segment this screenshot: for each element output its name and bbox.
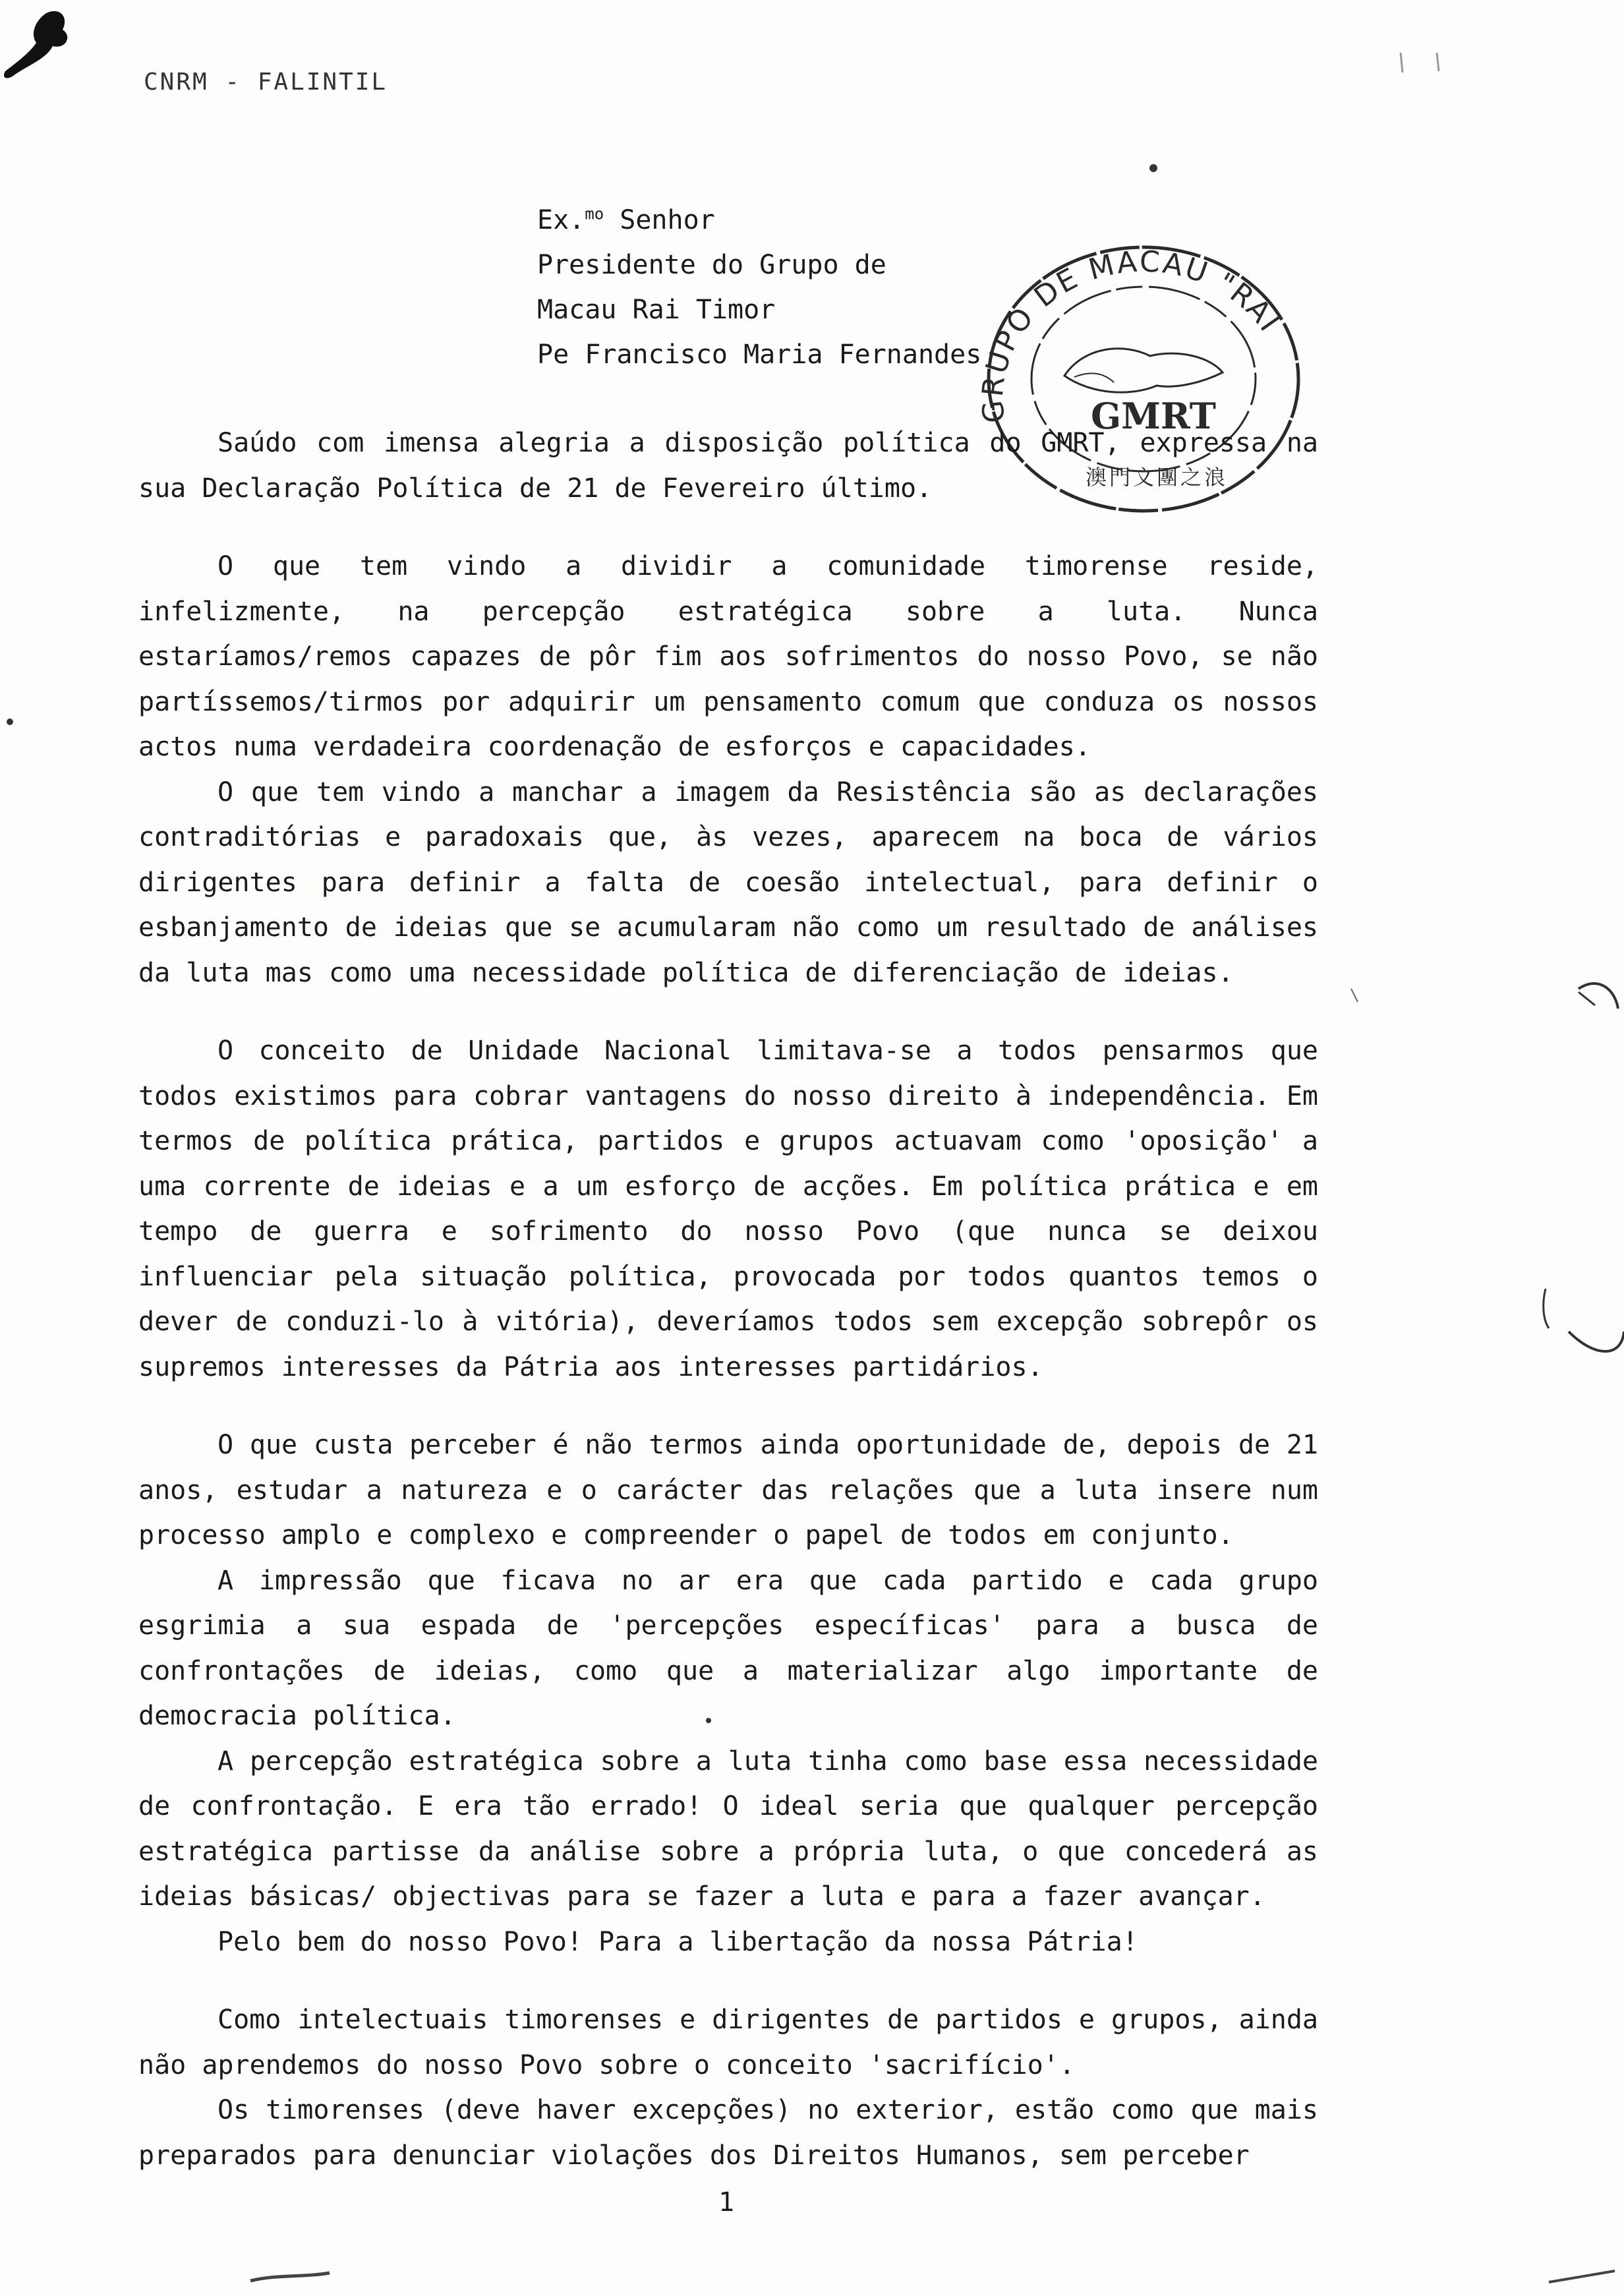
body-paragraph: A impressão que ficava no ar era que cada partido e cada grupo esgrimia a sua espada de 'percepções específicas' para a busca de confrontações de ideias, como que a materializar algo importante de democracia política. bbox=[138, 1565, 1318, 1731]
letter-body bbox=[138, 421, 1318, 2178]
body-paragraph: O que tem vindo a dividir a comunidade timorense reside, infelizmente, na percepção estratégica sobre a luta. Nunca estaríamos/remos capazes de pôr fim aos sofrimentos do nosso Povo, se não partíssemos/tirmos por adquirir um pensamento comum que conduza os nossos actos numa verdadeira coordenação de esforços e capacidades. bbox=[138, 551, 1318, 762]
body-paragraph: Os timorenses (deve haver excepções) no exterior, estão como que mais preparados para denunciar violações dos Direitos Humanos, sem perceber bbox=[138, 2095, 1318, 2171]
address-line-name: Pe Francisco Maria Fernandes bbox=[537, 339, 982, 370]
ink-blot-mark bbox=[0, 0, 99, 99]
body-paragraph: Pelo bem do nosso Povo! Para a libertação da nossa Pátria! bbox=[218, 1926, 1138, 1957]
address-line-salutation: Ex.$^{mo}$ Senhor bbox=[537, 204, 715, 235]
page-number: 1 bbox=[718, 2187, 735, 2218]
body-paragraph: A percepção estratégica sobre a luta tinha como base essa necessidade de confrontação. E era tão errado! O ideal seria que qualquer percepção estratégica partisse da análise sobre a própria luta, o que concederá as ideias básicas/ objectivas para se fazer a luta e para a fazer avançar. bbox=[138, 1746, 1318, 1912]
svg-text:GRUPO DE MACAU "RAI: GRUPO DE MACAU "RAI bbox=[975, 245, 1287, 425]
body-paragraph: O que tem vindo a manchar a imagem da Resistência são as declarações contraditórias e paradoxais que, às vezes, aparecem na boca de vários dirigentes para definir a falta de coesão intelectual, para definir o esbanjamento de ideias que se acumularam não como um resultado de análises da luta mas como uma necessidade política de diferenciação de ideias. bbox=[138, 777, 1318, 988]
address-line-organization: Macau Rai Timor bbox=[537, 295, 776, 325]
body-paragraph: O conceito de Unidade Nacional limitava-se a todos pensarmos que todos existimos para cobrar vantagens do nosso direito à independência. Em termos de política prática, partidos e grupos actuavam como 'oposição' a uma corrente de ideias e a um esforço de acções. Em política prática e em tempo de guerra e sofrimento do nosso Povo (que nunca se deixou influenciar pela situação política, provocada por todos quantos temos o dever de conduzi-lo à vitória), deveríamos todos sem excepção sobrepôr os supremos interesses da Pátria aos interesses partidários. bbox=[138, 1036, 1318, 1382]
svg-text:GMRT: GMRT bbox=[1090, 395, 1217, 437]
body-paragraph: O que custa perceber é não termos ainda oportunidade de, depois de 21 anos, estudar a natureza e o carácter das relações que a luta insere num processo amplo e complexo e compreender o papel de todos em conjunto. bbox=[138, 1430, 1318, 1550]
svg-text:澳門文團之浪: 澳門文團之浪 bbox=[1085, 465, 1229, 490]
address-line-title: Presidente do Grupo de bbox=[537, 250, 886, 280]
recipient-address-block bbox=[537, 198, 981, 377]
document-header-code: CNRM - FALINTIL bbox=[144, 69, 388, 96]
body-paragraph: Como intelectuais timorenses e dirigentes de partidos e grupos, ainda não aprendemos do nosso Povo sobre o conceito 'sacrifício'. bbox=[138, 2005, 1318, 2080]
body-paragraph: Saúdo com imensa alegria a disposição política do GMRT, expressa na sua Declaração Política de 21 de Fevereiro último. bbox=[138, 428, 1318, 504]
